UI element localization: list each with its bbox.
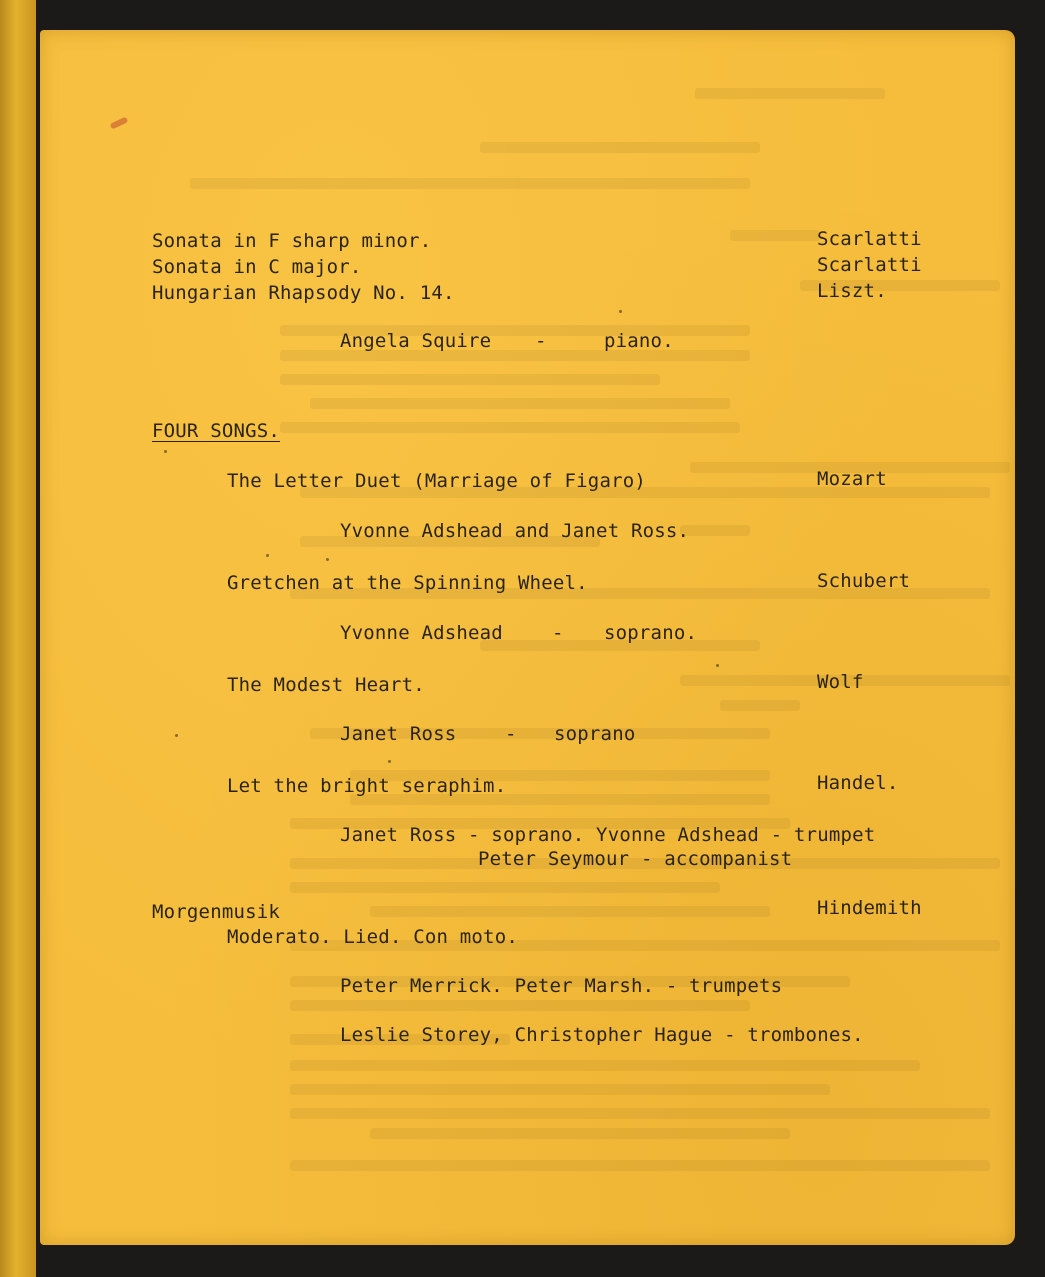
section-heading: FOUR SONGS. (152, 420, 281, 442)
performer-role: piano. (604, 330, 674, 352)
song-title: Let the bright seraphim. (227, 775, 507, 797)
ink-speck (175, 734, 178, 737)
song-composer: Handel. (817, 772, 899, 794)
song-performer: Yvonne Adshead and Janet Ross. (340, 520, 690, 542)
ink-speck (716, 664, 719, 667)
song-title: Gretchen at the Spinning Wheel. (227, 572, 588, 594)
piece-title: Sonata in F sharp minor. (152, 230, 432, 252)
song-title: The Letter Duet (Marriage of Figaro) (227, 470, 647, 492)
ink-speck (619, 310, 622, 313)
piece-composer: Scarlatti (817, 228, 922, 250)
performer-role: soprano. (604, 622, 698, 644)
song-accompanist: Peter Seymour - accompanist (478, 848, 793, 870)
performer-role: soprano (554, 723, 636, 745)
red-ink-mark (110, 116, 129, 129)
performer-dash: - (552, 622, 564, 644)
piece-movements: Moderato. Lied. Con moto. (227, 926, 518, 948)
bleed-through-text (40, 30, 1015, 1245)
song-composer: Schubert (817, 570, 911, 592)
performer-name: Yvonne Adshead (340, 622, 503, 644)
ink-speck (326, 558, 329, 561)
program-page (40, 30, 1015, 1245)
piece-title: Morgenmusik (152, 901, 281, 923)
performer-name: Janet Ross (340, 723, 457, 745)
piece-composer: Hindemith (817, 897, 922, 919)
piece-title: Sonata in C major. (152, 256, 362, 278)
trombones-line: Leslie Storey, Christopher Hague - trombones. (340, 1024, 864, 1046)
trumpets-line: Peter Merrick. Peter Marsh. - trumpets (340, 975, 783, 997)
ink-speck (388, 760, 391, 763)
piece-title: Hungarian Rhapsody No. 14. (152, 282, 455, 304)
song-composer: Mozart (817, 468, 887, 490)
piece-composer: Liszt. (817, 280, 887, 302)
performer-name: Angela Squire (340, 330, 492, 352)
ink-speck (266, 554, 269, 557)
performer-dash: - (535, 330, 547, 352)
song-composer: Wolf (817, 671, 864, 693)
ink-speck (164, 450, 167, 453)
binding-edge (0, 0, 36, 1277)
performer-dash: - (505, 723, 517, 745)
song-title: The Modest Heart. (227, 674, 425, 696)
piece-composer: Scarlatti (817, 254, 922, 276)
song-performers: Janet Ross - soprano. Yvonne Adshead - trumpet (340, 824, 876, 846)
